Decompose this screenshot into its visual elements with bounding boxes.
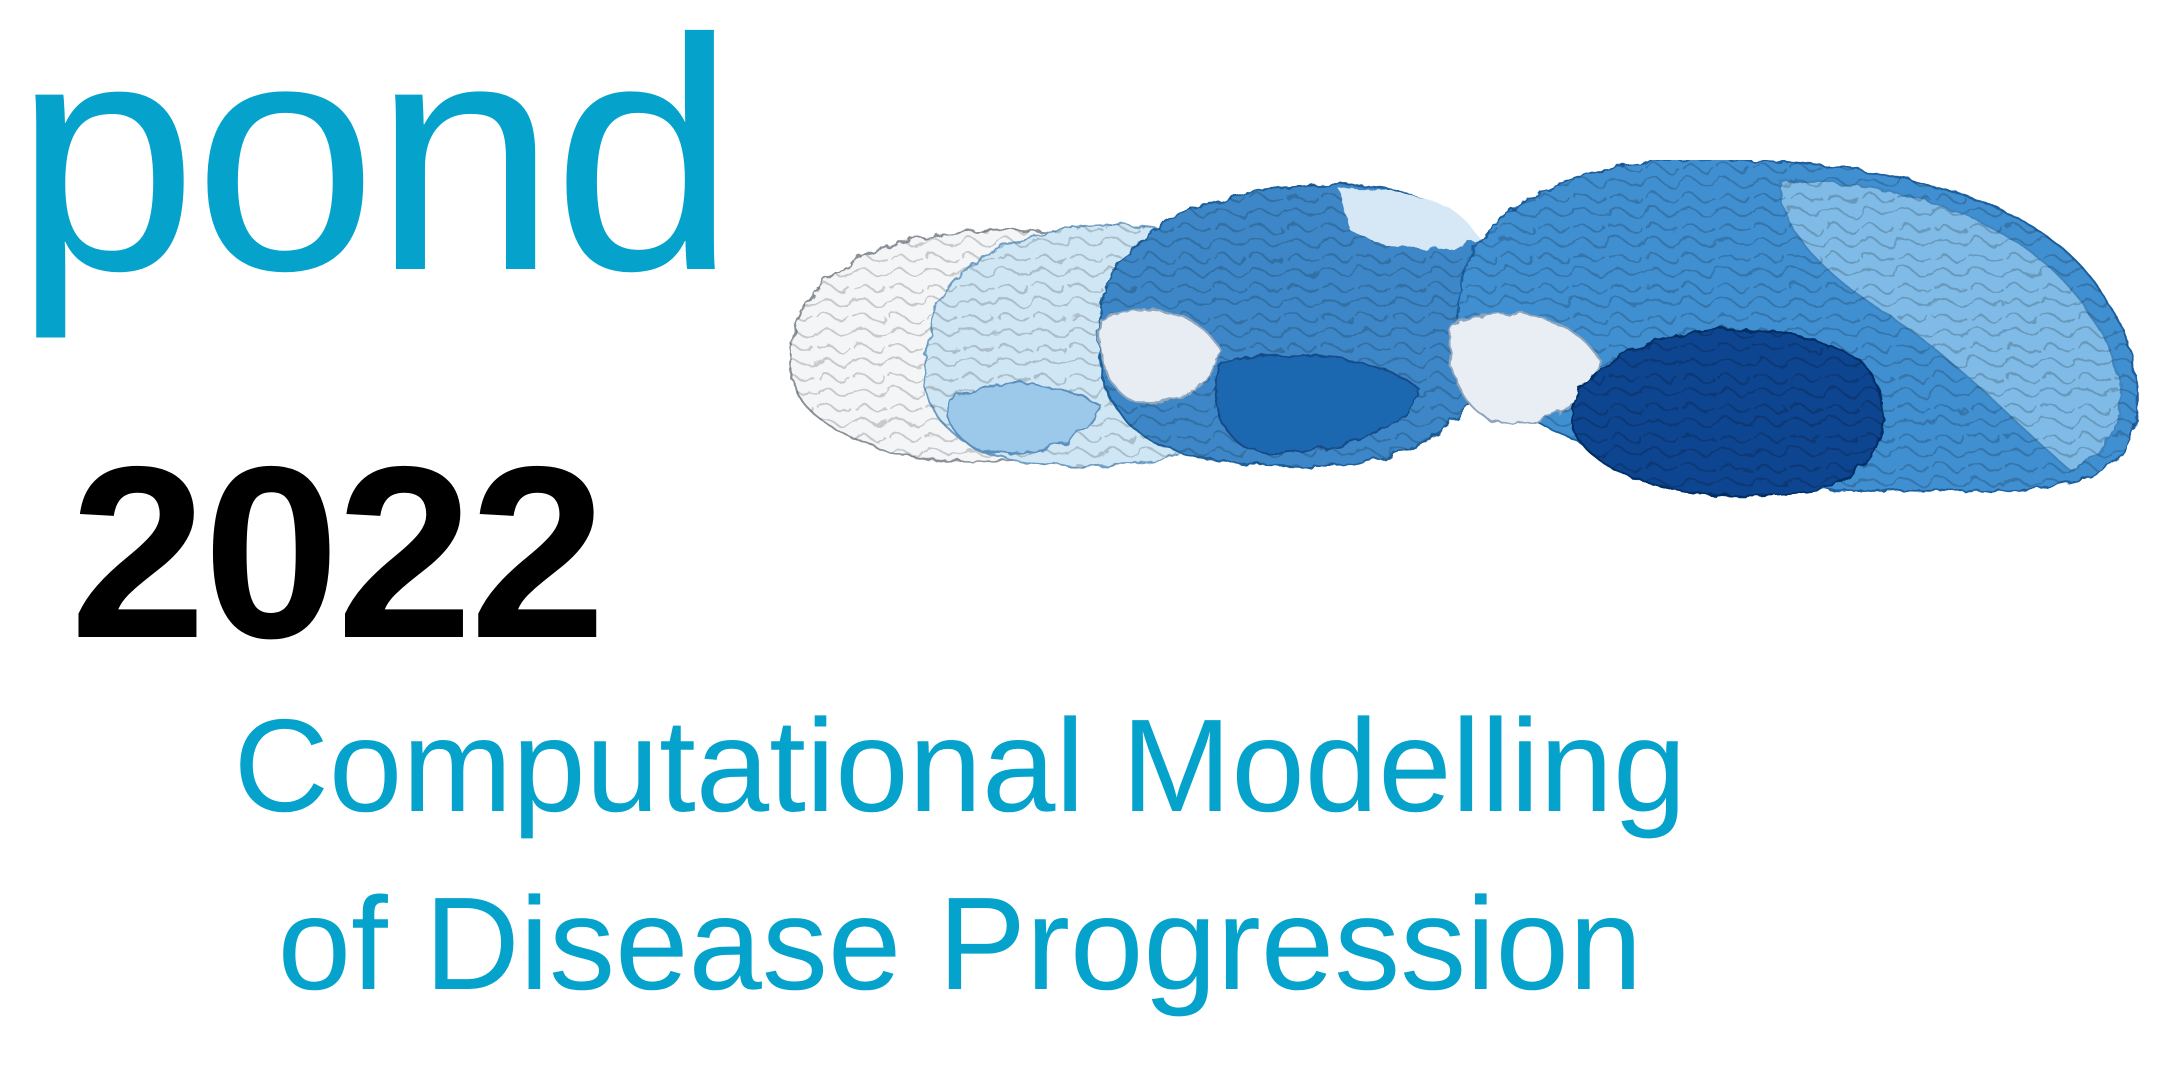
brain-stage-3 <box>1098 185 1500 466</box>
logo-word: pond <box>14 0 733 339</box>
tagline-line-1: Computational Modelling <box>233 692 1687 839</box>
brain-progression-icon <box>780 160 2160 660</box>
tagline-line-2: of Disease Progression <box>277 870 1643 1017</box>
brain-stage-4 <box>1449 160 2137 496</box>
logo-year: 2022 <box>70 415 604 689</box>
